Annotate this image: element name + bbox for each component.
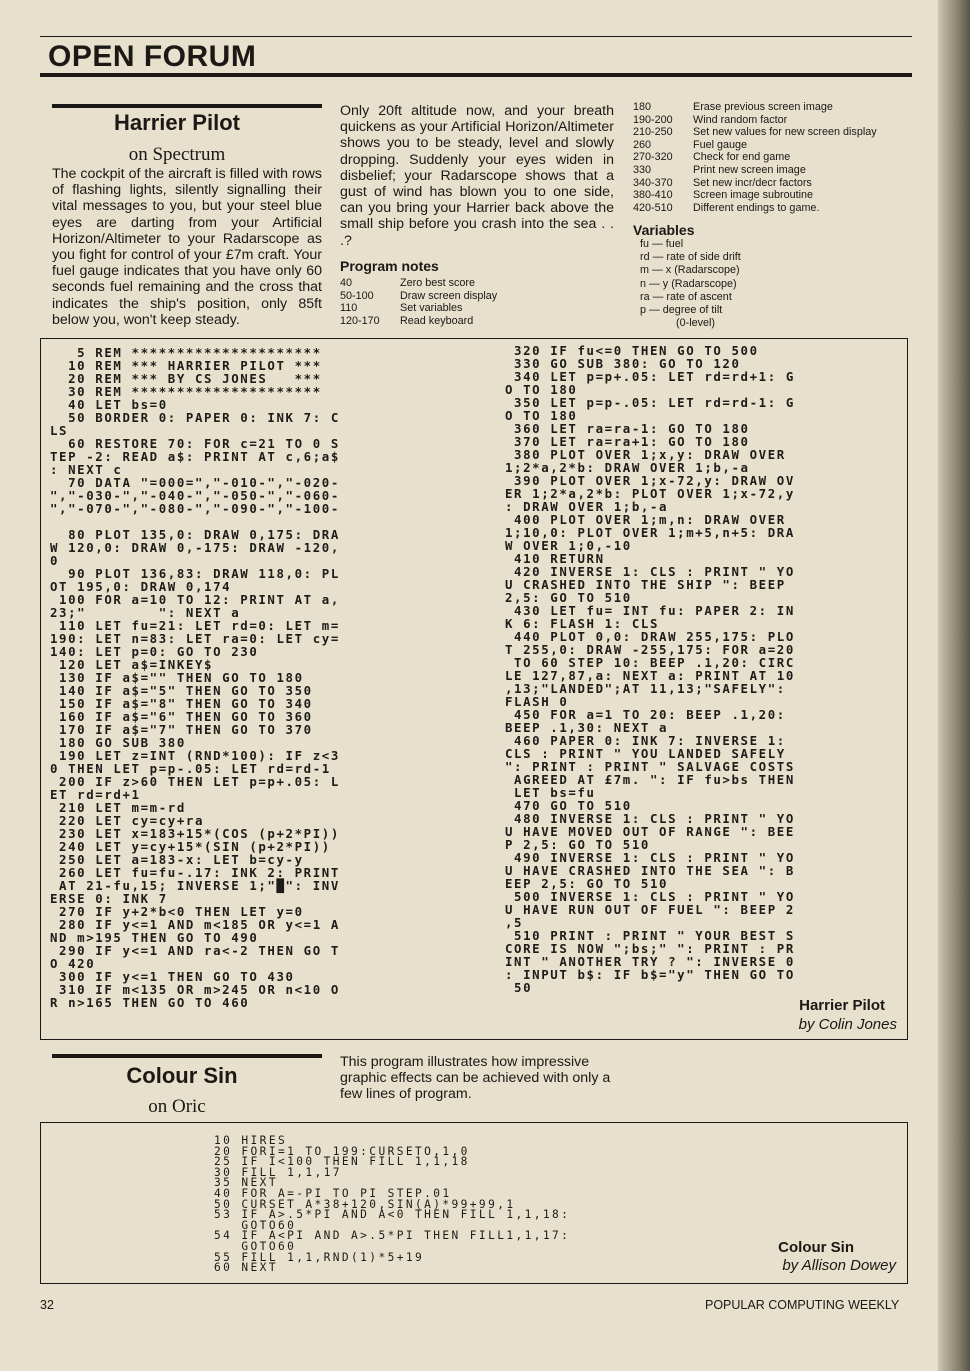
program-note-row: 270-320 Check for end game bbox=[633, 151, 791, 164]
page-number: 32 bbox=[40, 1298, 54, 1312]
variable-item: (0-level) bbox=[676, 317, 715, 330]
variable-item: rd — rate of side drift bbox=[640, 251, 741, 264]
program-note-row: 210-250 Set new values for new screen display bbox=[633, 126, 877, 139]
colour-sin-credit-title: Colour Sin bbox=[778, 1239, 854, 1256]
program-note-row: 40 Zero best score bbox=[340, 277, 476, 289]
variable-item: fu — fuel bbox=[640, 238, 684, 250]
colour-sin-subtitle: on Oric bbox=[148, 1096, 206, 1117]
header-top-rule bbox=[40, 36, 912, 37]
article-subtitle: on Spectrum bbox=[128, 144, 226, 165]
program-notes-table-2 bbox=[633, 101, 877, 214]
variable-item: p — degree of tilt bbox=[640, 304, 723, 317]
program-note-row: 420-510 Different endings to game. bbox=[633, 201, 820, 214]
listing-left-column: 5 REM ********************* 10 REM *** HARRIER PILOT *** 20 REM *** BY CS JONES *** 30 REM ********************* 40 LET bs=0 50 BORDER 0: PAPER 0: INK 7: C LS 60 RESTORE 70: FOR c=21 TO 0 S TEP -2: READ a$: PRINT AT c,6;a$ : NEXT c 70 DATA "=000=","-010-","-020- ","-030-","-040-","-050-","-060- ","-070-","-080-","-090-","-100- 80 PLOT 135,0: DRAW 0,175: DRA W 120,0: DRAW 0,-175: DRAW -120, 0 90 PLOT 136,83: DRAW 118,0: PL OT 195,0: DRAW 0,174 100 FOR a=10 TO 12: PRINT AT a, 23;" ": NEXT a 110 LET fu=21: LET rd=0: LET m= 190: LET n=83: LET ra=0: LET cy= 140: LET p=0: GO TO 230 120 LET a$=INKEY$ 130 IF a$="" THEN GO TO 180 140 IF a$="5" THEN GO TO 350 150 IF a$="8" THEN GO TO 340 160 IF a$="6" THEN GO TO 360 170 IF a$="7" THEN GO TO 370 180 GO SUB 380 190 LET z=INT (RND*100): IF z<3 0 THEN LET p=p-.05: LET rd=rd-1 200 IF z>60 THEN LET p=p+.05: L ET rd=rd+1 210 LET m=m-rd 220 LET cy=cy+ra 230 LET x=183+15*(COS (p+2*PI)) 240 LET y=cy+15*(SIN (p+2*PI)) 250 LET a=183-x: LET b=cy-y 260 LET fu=fu-.17: INK 2: PRINT AT 21-fu,15; INVERSE 1;"█": INV ERSE 0: INK 7 270 IF y+2*b<0 THEN LET y=0 280 IF y<=1 AND m<185 OR y<=1 A ND m>195 THEN GO TO 490 290 IF y<=1 AND ra<-2 THEN GO T O 420 300 IF y<=1 THEN GO TO 430 310 IF m<135 OR m>245 OR n<10 O R n>165 THEN GO TO 460 bbox=[50, 345, 340, 1010]
listing-right-column: 320 IF fu<=0 THEN GO TO 500 330 GO SUB 380: GO TO 120 340 LET p=p+.05: LET rd=rd+1: G O TO 180 350 LET p=p-.05: LET rd=rd-1: G O TO 180 360 LET ra=ra-1: GO TO 180 370 LET ra=ra+1: GO TO 180 380 PLOT OVER 1;x,y: DRAW OVER 1;2*a,2*b: DRAW OVER 1;b,-a 390 PLOT OVER 1;x-72,y: DRAW OV ER 1;2*a,2*b: PLOT OVER 1;x-72,y : DRAW OVER 1;b,-a 400 PLOT OVER 1;m,n: DRAW OVER 1;10,0: PLOT OVER 1;m+5,n+5: DRA W OVER 1;0,-10 410 RETURN 420 INVERSE 1: CLS : PRINT " YO U CRASHED INTO THE SHIP ": BEEP 2,5: GO TO 510 430 LET fu= INT fu: PAPER 2: IN K 6: FLASH 1: CLS 440 PLOT 0,0: DRAW 255,175: PLO T 255,0: DRAW -255,175: FOR a=20 TO 60 STEP 10: BEEP .1,20: CIRC LE 127,87,a: NEXT a: PRINT AT 10 ,13;"LANDED";AT 11,13;"SAFELY": FLASH 0 450 FOR a=1 TO 20: BEEP .1,20: BEEP .1,30: NEXT a 460 PAPER 0: INK 7: INVERSE 1: CLS : PRINT " YOU LANDED SAFELY ": PRINT : PRINT " SALVAGE COSTS AGREED AT £7m. ": IF fu>bs THEN LET bs=fu 470 GO TO 510 480 INVERSE 1: CLS : PRINT " YO U HAVE MOVED OUT OF RANGE ": BEE P 2,5: GO TO 510 490 INVERSE 1: CLS : PRINT " YO U HAVE CRASHED INTO THE SEA ": B EEP 2,5: GO TO 510 500 INVERSE 1: CLS : PRINT " YO U HAVE RUN OUT OF FUEL ": BEEP 2 ,5 510 PRINT : PRINT " YOUR BEST S CORE IS NOW ";bs;" ": PRINT : PR INT " ANOTHER TRY ? ": INVERSE 0 : INPUT b$: IF b$="y" THEN GO TO 50 bbox=[505, 343, 795, 995]
program-notes-heading: Program notes bbox=[340, 258, 439, 274]
colour-sin-credit-author: by Allison Dowey bbox=[782, 1257, 896, 1274]
program-note-row: 190-200 Wind random factor bbox=[633, 113, 788, 126]
section-title: OPEN FORUM bbox=[48, 40, 257, 73]
article-title-rule bbox=[52, 104, 322, 108]
header-bottom-rule bbox=[40, 73, 912, 77]
variable-item: m — x (Radarscope) bbox=[640, 264, 740, 277]
variable-item: ra — rate of ascent bbox=[640, 290, 732, 303]
program-note-row: 330 Print new screen image bbox=[633, 163, 806, 176]
publication-name: POPULAR COMPUTING WEEKLY bbox=[705, 1298, 900, 1312]
variable-item: n — y (Radarscope) bbox=[640, 277, 737, 290]
program-note-row: 120-170 Read keyboard bbox=[340, 314, 474, 327]
colour-sin-intro: This program illustrates how impressive graphic effects can be achieved with only a few lines of program. bbox=[340, 1054, 611, 1103]
variables-heading: Variables bbox=[633, 222, 695, 238]
page-binding-shadow bbox=[938, 0, 970, 1371]
article-title-rule bbox=[52, 1054, 322, 1058]
intro-paragraph-1: The cockpit of the aircraft is filled with rows of flashing lights, silently signalling their vital messages to you, but your steel blue eyes are darting from your Artificial Horizon/Altimeter to your Radarscope as you fight for control of your £7m craft. Your fuel gauge indicates that you have only 60 seconds fuel remaining and the cross that indicates the ship's position, only 85ft below you, won't keep steady. bbox=[52, 166, 322, 328]
harrier-credit-title: Harrier Pilot bbox=[799, 997, 885, 1014]
program-note-row: 180 Erase previous screen image bbox=[633, 101, 833, 113]
colour-sin-title: Colour Sin bbox=[126, 1063, 238, 1088]
article-title: Harrier Pilot bbox=[114, 110, 240, 135]
program-note-row: 50-100 Draw screen display bbox=[340, 289, 498, 302]
variables-list bbox=[640, 238, 741, 330]
colour-sin-listing: 10 HIRES 20 FORI=1 TO 199:CURSETO,1,0 25 IF I<100 THEN FILL 1,1,18 30 FILL 1,1,17 35 NEXT 40 FOR A=-PI TO PI STEP.01 50 CURSET A*38+120,SIN(A)*99+99,1 53 IF A>.5*PI AND A<0 THEN FILL 1,1,18: GOTO60 54 IF A<PI AND A>.5*PI THEN FILL1,1,17: GOTO60 55 FILL 1,1,RND(1)*5+19 60 NEXT bbox=[214, 1134, 571, 1275]
program-note-row: 110 Set variables bbox=[340, 302, 463, 315]
intro-paragraph-2: Only 20ft altitude now, and your breath quickens as your Artificial Horizon/Altimeter shows you to be steady, level and slowly dropping. Suddenly your eyes widen in disbelief; your Radarscope shows that a gust of wind has blown you to one side, can you bring your Harrier back above the small ship before you crash into the sea . . .? bbox=[340, 103, 614, 249]
harrier-credit-author: by Colin Jones bbox=[798, 1016, 897, 1033]
program-note-row: 340-370 Set new incr/decr factors bbox=[633, 176, 812, 189]
program-note-row: 260 Fuel gauge bbox=[633, 138, 748, 151]
program-notes-table bbox=[340, 277, 497, 327]
program-note-row: 380-410 Screen image subroutine bbox=[633, 189, 814, 202]
